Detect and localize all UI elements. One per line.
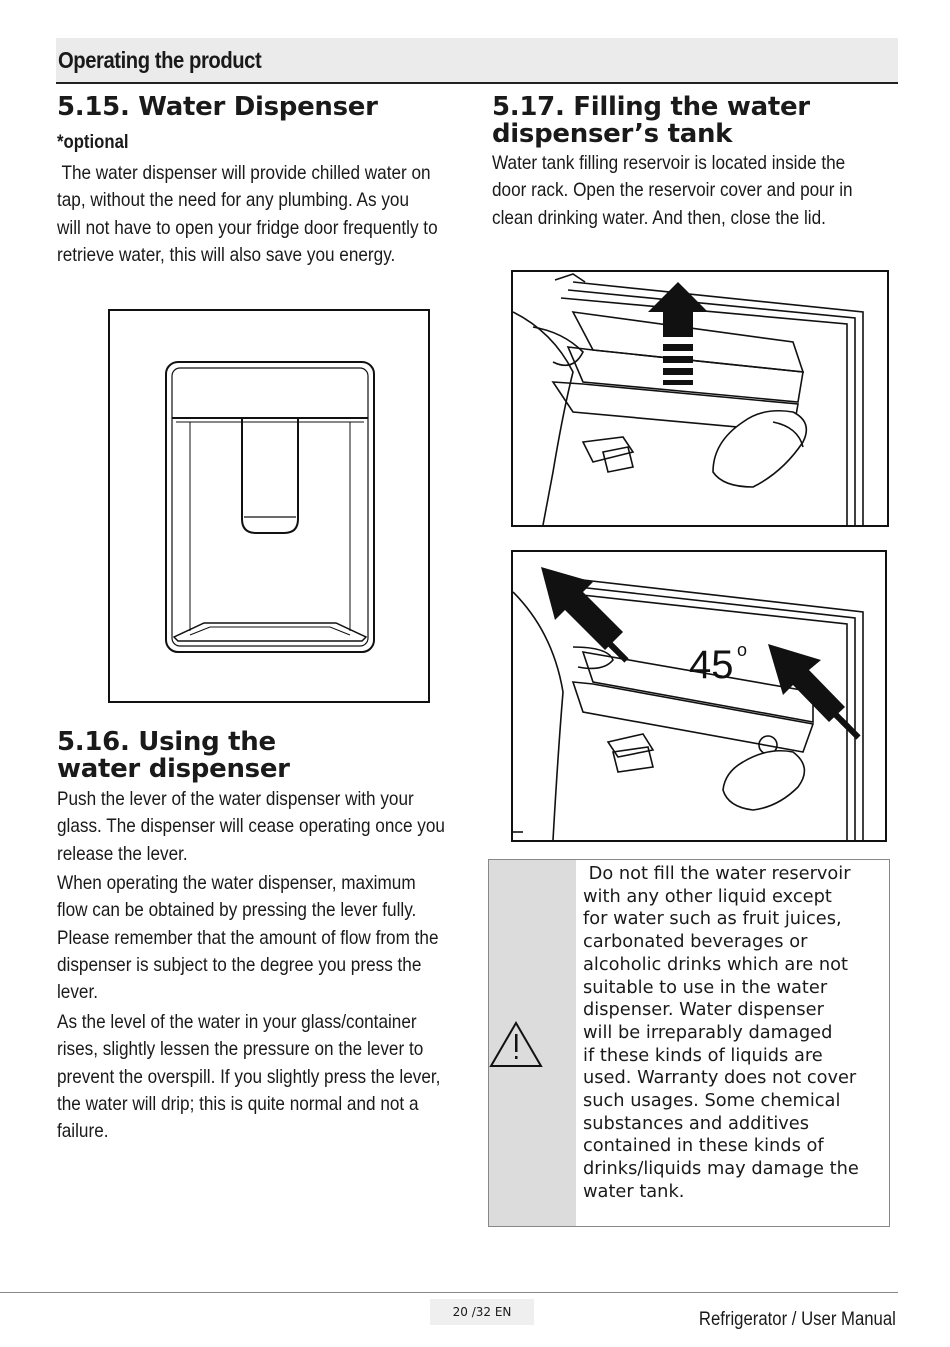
text-line: dispenser is subject to the degree you press the [57, 953, 422, 976]
heading-line: 5.17. Filling the water [492, 92, 810, 122]
warning-line: contained in these kinds of [583, 1135, 824, 1157]
text-line: release the lever. [57, 842, 188, 865]
footer-divider [0, 1292, 898, 1293]
heading-line: water dispenser [57, 754, 290, 784]
warning-sidebar [489, 860, 576, 1226]
text-line: prevent the overspill. If you slightly press the lever, [57, 1065, 441, 1088]
water-dispenser-figure [108, 309, 430, 703]
warning-line: dispenser. Water dispenser [583, 999, 824, 1021]
degree-symbol: o [737, 640, 748, 660]
text-line: flow can be obtained by pressing the lever fully. [57, 899, 417, 922]
warning-line: drinks/liquids may damage the [583, 1158, 859, 1180]
text-line: glass. The dispenser will cease operating once you [57, 815, 445, 838]
text-line: will not have to open your fridge door frequently to [57, 216, 438, 239]
text-line: tap, without the need for any plumbing. As you [57, 189, 410, 212]
reservoir-45-illustration [513, 552, 885, 840]
reservoir-45-figure [511, 550, 887, 842]
paragraph-5-16-b [57, 870, 439, 1006]
text-line: The water dispenser will provide chilled water on [57, 162, 431, 184]
warning-line: will be irreparably damaged [583, 1021, 833, 1043]
manual-title: Refrigerator / User Manual [698, 1309, 896, 1330]
text-line: Water tank filling reservoir is located inside the [492, 152, 846, 174]
warning-line: if these kinds of liquids are [583, 1044, 823, 1066]
warning-triangle-icon [489, 860, 576, 1226]
warning-text [583, 863, 873, 1204]
text-line: As the level of the water in your glass/container [57, 1011, 417, 1033]
heading-line: 5.16. Using the [57, 727, 276, 757]
text-line: lever. [57, 981, 99, 1004]
text-line: rises, slightly lessen the pressure on the lever to [57, 1038, 424, 1061]
angle-label: 45 [689, 643, 734, 687]
reservoir-open-illustration [513, 272, 887, 525]
paragraph-5-16-a [57, 786, 445, 868]
reservoir-open-figure [511, 270, 889, 527]
text-line: Push the lever of the water dispenser with your [57, 788, 414, 810]
warning-line: used. Warranty does not cover [583, 1067, 857, 1089]
warning-line: for water such as fruit juices, [583, 908, 842, 930]
warning-line: Do not fill the water reservoir [583, 863, 851, 884]
warning-line: with any other liquid except [583, 885, 832, 907]
warning-line: alcoholic drinks which are not [583, 953, 848, 975]
optional-label: *optional [57, 132, 129, 153]
text-line: the water will drip; this is quite normal and not a [57, 1092, 419, 1115]
heading-5-15: 5.15. Water Dispenser [57, 92, 378, 122]
page-number: 20 /32 EN [430, 1299, 534, 1325]
text-line: door rack. Open the reservoir cover and pour in [492, 179, 853, 202]
heading-5-17 [492, 94, 810, 148]
warning-box [488, 859, 890, 1227]
text-line: When operating the water dispenser, maximum [57, 872, 416, 894]
warning-line: carbonated beverages or [583, 931, 808, 953]
text-line: clean drinking water. And then, close the lid. [492, 206, 826, 229]
warning-line: such usages. Some chemical [583, 1090, 841, 1112]
text-line: retrieve water, this will also save you energy. [57, 243, 396, 266]
paragraph-5-17 [492, 150, 853, 232]
warning-line: suitable to use in the water [583, 976, 828, 998]
paragraph-5-15 [57, 160, 438, 269]
section-header-title: Operating the product [58, 47, 262, 73]
text-line: Please remember that the amount of flow from the [57, 926, 439, 949]
warning-line: substances and additives [583, 1112, 810, 1134]
warning-line: water tank. [583, 1180, 685, 1202]
heading-line: dispenser’s tank [492, 119, 733, 149]
heading-5-16 [57, 729, 290, 783]
section-header-bar [56, 38, 898, 84]
water-dispenser-illustration [110, 311, 428, 701]
text-line: failure. [57, 1120, 109, 1143]
paragraph-5-16-c [57, 1009, 440, 1145]
